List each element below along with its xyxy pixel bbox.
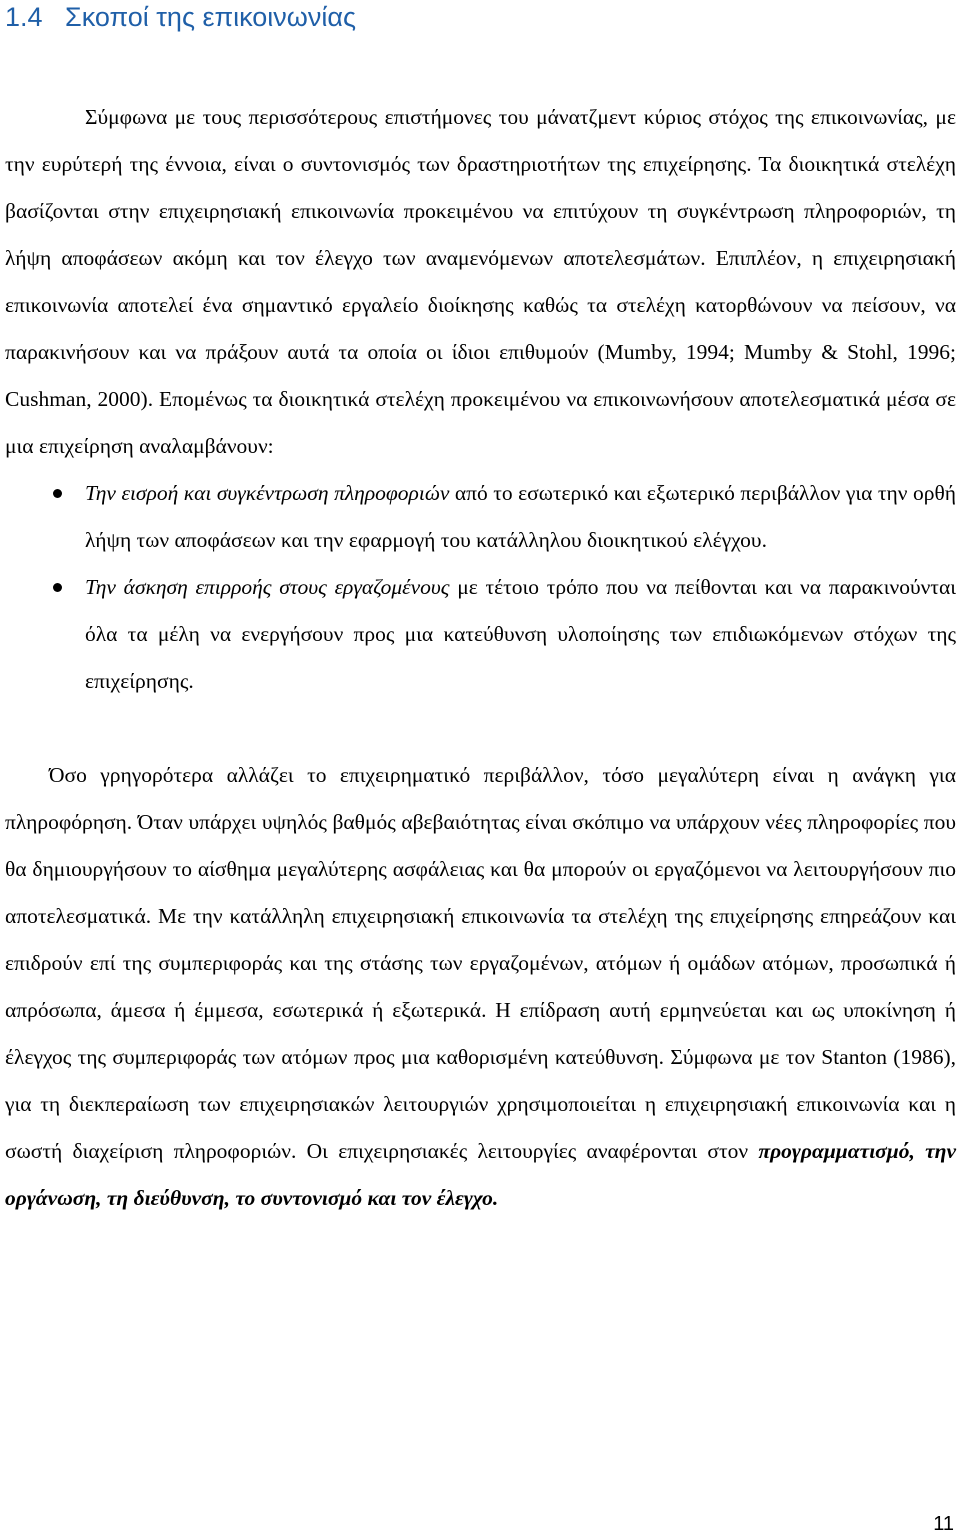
bullet-list bbox=[5, 470, 956, 705]
bullet-text: με τέτοιο τρόπο που να πείθονται και να παρακινούνται όλα τα μέλη να ενεργήσουν προς μια κατεύθυνση υλοποίησης των επιδιωκόμενων στόχων της επιχείρησης. bbox=[85, 575, 956, 693]
page-number: 11 bbox=[933, 1513, 954, 1535]
bullet-text: από το εσωτερικό και εξωτερικό περιβάλλον για την ορθή λήψη των αποφάσεων και την εφαρμογή του κατάλληλου διοικητικού ελέγχου. bbox=[85, 481, 957, 552]
paragraph-intro: Σύμφωνα με τους περισσότερους επιστήμονες του μάνατζμεντ κύριος στόχος της επικοινωνίας, με την ευρύτερή της έννοια, είναι ο συντονισμός των δραστηριοτήτων της επιχείρησης. Τα διοικητικά στελέχη βασίζονται στην επιχειρησιακή επικοινωνία προκειμένου να επιτύχουν τη συγκέντρωση πληροφοριών, τη λήψη αποφάσεων ακόμη και τον έλεγχο των αναμενόμενων αποτελεσμάτων. Επιπλέον, η επιχειρησιακή επικοινωνία αποτελεί ένα σημαντικό εργαλείο διοίκησης καθώς τα στελέχη κατορθώνουν να πείσουν, να παρακινήσουν και να πράξουν αυτά τα οποία οι ίδιοι επιθυμούν (Mumby, 1994; Mumby & Stohl, 1996; Cushman, 2000). Επομένως τα διοικητικά στελέχη προκειμένου να επικοινωνήσουν αποτελεσματικά μέσα σε μια επιχείρηση αναλαμβάνουν: bbox=[5, 105, 956, 458]
paragraph-second-text: Όσο γρηγορότερα αλλάζει το επιχειρηματικό περιβάλλον, τόσο μεγαλύτερη είναι η ανάγκη για πληροφόρηση. Όταν υπάρχει υψηλός βαθμός αβεβαιότητας είναι σκόπιμο να υπάρχουν νέες πληροφορίες που θα δημιουργήσουν το αίσθημα μεγαλύτερης ασφάλειας και θα μπορούν οι εργαζόμενοι να λειτουργήσουν πιο αποτελεσματικά. Με την κατάλληλη επιχειρησιακή επικοινωνία τα στελέχη της επιχείρησης επηρεάζουν και επιδρούν επί της συμπεριφοράς και της στάσης των εργαζομένων, ατόμων ή ομάδων ατόμων, προσωπικά ή απρόσωπα, άμεσα ή έμμεσα, εσωτερικά ή εξωτερικά. Η επίδραση αυτή ερμηνεύεται και ως υποκίνηση ή έλεγχος της συμπεριφοράς των ατόμων προς μια καθορισμένη κατεύθυνση. Σύμφωνα με τον Stanton (1986), για τη διεκπεραίωση των επιχειρησιακών λειτουργιών χρησιμοποιείται η επιχειρησιακή επικοινωνία και η σωστή διαχείριση πληροφοριών. Οι επιχειρησιακές λειτουργίες αναφέρονται στον bbox=[5, 763, 956, 1163]
section-number: 1.4 bbox=[5, 2, 43, 32]
paragraph-second bbox=[5, 752, 956, 1222]
bullet-emphasis: Την εισροή και συγκέντρωση πληροφοριών bbox=[85, 481, 450, 505]
section-heading bbox=[5, 0, 956, 42]
bullet-emphasis: Την άσκηση επιρροής στους εργαζομένους bbox=[85, 575, 450, 599]
section-title: Σκοποί της επικοινωνίας bbox=[65, 2, 357, 32]
paragraph-second-emphasis: προγραμματισμό, την οργάνωση, τη διεύθυνση, το συντονισμό και τον έλεγχο. bbox=[5, 1139, 956, 1210]
bullet-item bbox=[5, 470, 956, 564]
bullet-icon bbox=[53, 583, 62, 592]
bullet-icon bbox=[53, 489, 62, 498]
bullet-item bbox=[5, 564, 956, 705]
